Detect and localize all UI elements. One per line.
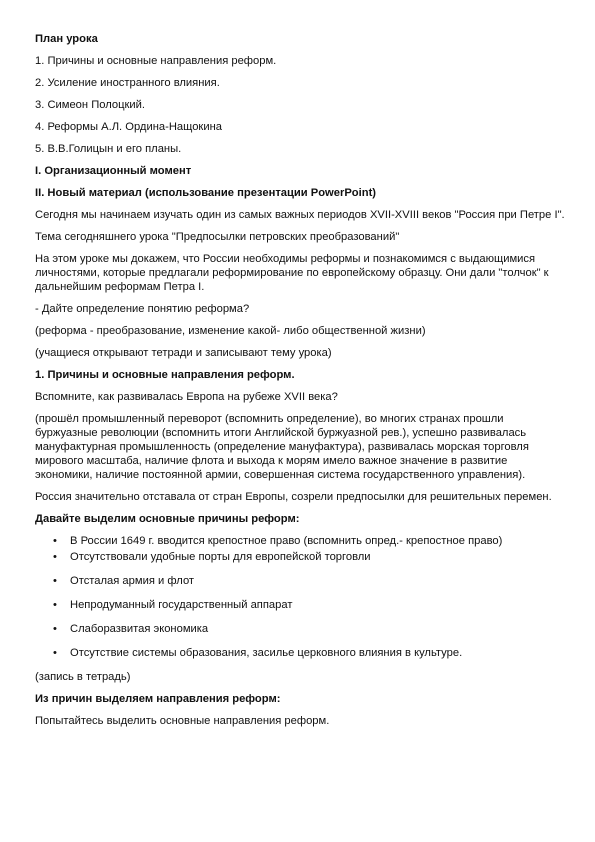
list-item xyxy=(35,646,565,660)
list-item xyxy=(35,574,565,588)
directions-task: Попытайтесь выделить основные направления реформ. xyxy=(35,715,330,727)
part1-heading: 1. Причины и основные направления реформ. xyxy=(35,369,295,381)
europe-answer: (прошёл промышленный переворот (вспомнить определение), во многих странах прошли буржуазные революции (вспомнить итоги Английской буржуазной рев.), успешно развивалась мануфактурная промышленность (определение мануфактура), развивалась морская торговля мирового масштаба, наличие флота и выхода к морям имело важное значение в развитие экономики, наличие постоянной армии, совершенная система государственного управления). xyxy=(35,413,529,481)
lesson-goal-paragraph: На этом уроке мы докажем, что России необходимы реформы и познакомимся с выдающимися личностями, которые предлагали реформирование по европейскому образцу. Они дали "толчок" к дальнейшим реформам Петра I. xyxy=(35,253,549,293)
list-item xyxy=(35,598,565,612)
reason-text: Отсутствие системы образования, засилье церковного влияния в культуре. xyxy=(70,647,463,659)
reason-text: В России 1649 г. вводится крепостное право (вспомнить опред.- крепостное право) xyxy=(70,535,503,547)
notebook-note: (запись в тетрадь) xyxy=(35,671,131,683)
directions-heading: Из причин выделяем направления реформ: xyxy=(35,693,281,705)
europe-question: Вспомните, как развивалась Европа на рубеже XVII века? xyxy=(35,391,338,403)
lesson-plan-item: 1. Причины и основные направления реформ. xyxy=(35,55,277,67)
section-heading-organizational: I. Организационный момент xyxy=(35,165,192,177)
section-heading-new-material: II. Новый материал (использование презентации PowerPoint) xyxy=(35,187,377,199)
bullet-icon: • xyxy=(53,599,57,611)
reason-text: Отсутствовали удобные порты для европейской торговли xyxy=(70,551,371,563)
lesson-plan-item: 3. Симеон Полоцкий. xyxy=(35,99,145,111)
lesson-plan-heading: План урока xyxy=(35,33,98,45)
lesson-plan-item: 4. Реформы А.Л. Ордина-Нащокина xyxy=(35,121,222,133)
reasons-list xyxy=(35,534,565,660)
list-item xyxy=(35,622,565,636)
notebook-instruction: (учащиеся открывают тетради и записывают тему урока) xyxy=(35,347,332,359)
reform-question: - Дайте определение понятию реформа? xyxy=(35,303,250,315)
bullet-icon: • xyxy=(53,647,57,659)
reason-text: Отсталая армия и флот xyxy=(70,575,195,587)
bullet-icon: • xyxy=(53,551,57,563)
lesson-plan-item: 5. В.В.Голицын и его планы. xyxy=(35,143,182,155)
lesson-plan-item: 2. Усиление иностранного влияния. xyxy=(35,77,220,89)
bullet-icon: • xyxy=(53,575,57,587)
list-item xyxy=(35,550,565,564)
bullet-icon: • xyxy=(53,535,57,547)
reason-text: Слаборазвитая экономика xyxy=(70,623,209,635)
reason-text: Непродуманный государственный аппарат xyxy=(70,599,293,611)
reform-definition: (реформа - преобразование, изменение какой- либо общественной жизни) xyxy=(35,325,426,337)
document-page xyxy=(35,32,565,736)
intro-paragraph: Сегодня мы начинаем изучать один из самых важных периодов XVII-XVIII веков "Россия при Петре I". xyxy=(35,209,565,221)
reasons-heading: Давайте выделим основные причины реформ: xyxy=(35,513,300,525)
bullet-icon: • xyxy=(53,623,57,635)
list-item xyxy=(35,534,565,548)
russia-conclusion: Россия значительно отставала от стран Европы, созрели предпосылки для решительных перемен. xyxy=(35,491,552,503)
lesson-topic-paragraph: Тема сегодняшнего урока "Предпосылки петровских преобразований" xyxy=(35,231,400,243)
